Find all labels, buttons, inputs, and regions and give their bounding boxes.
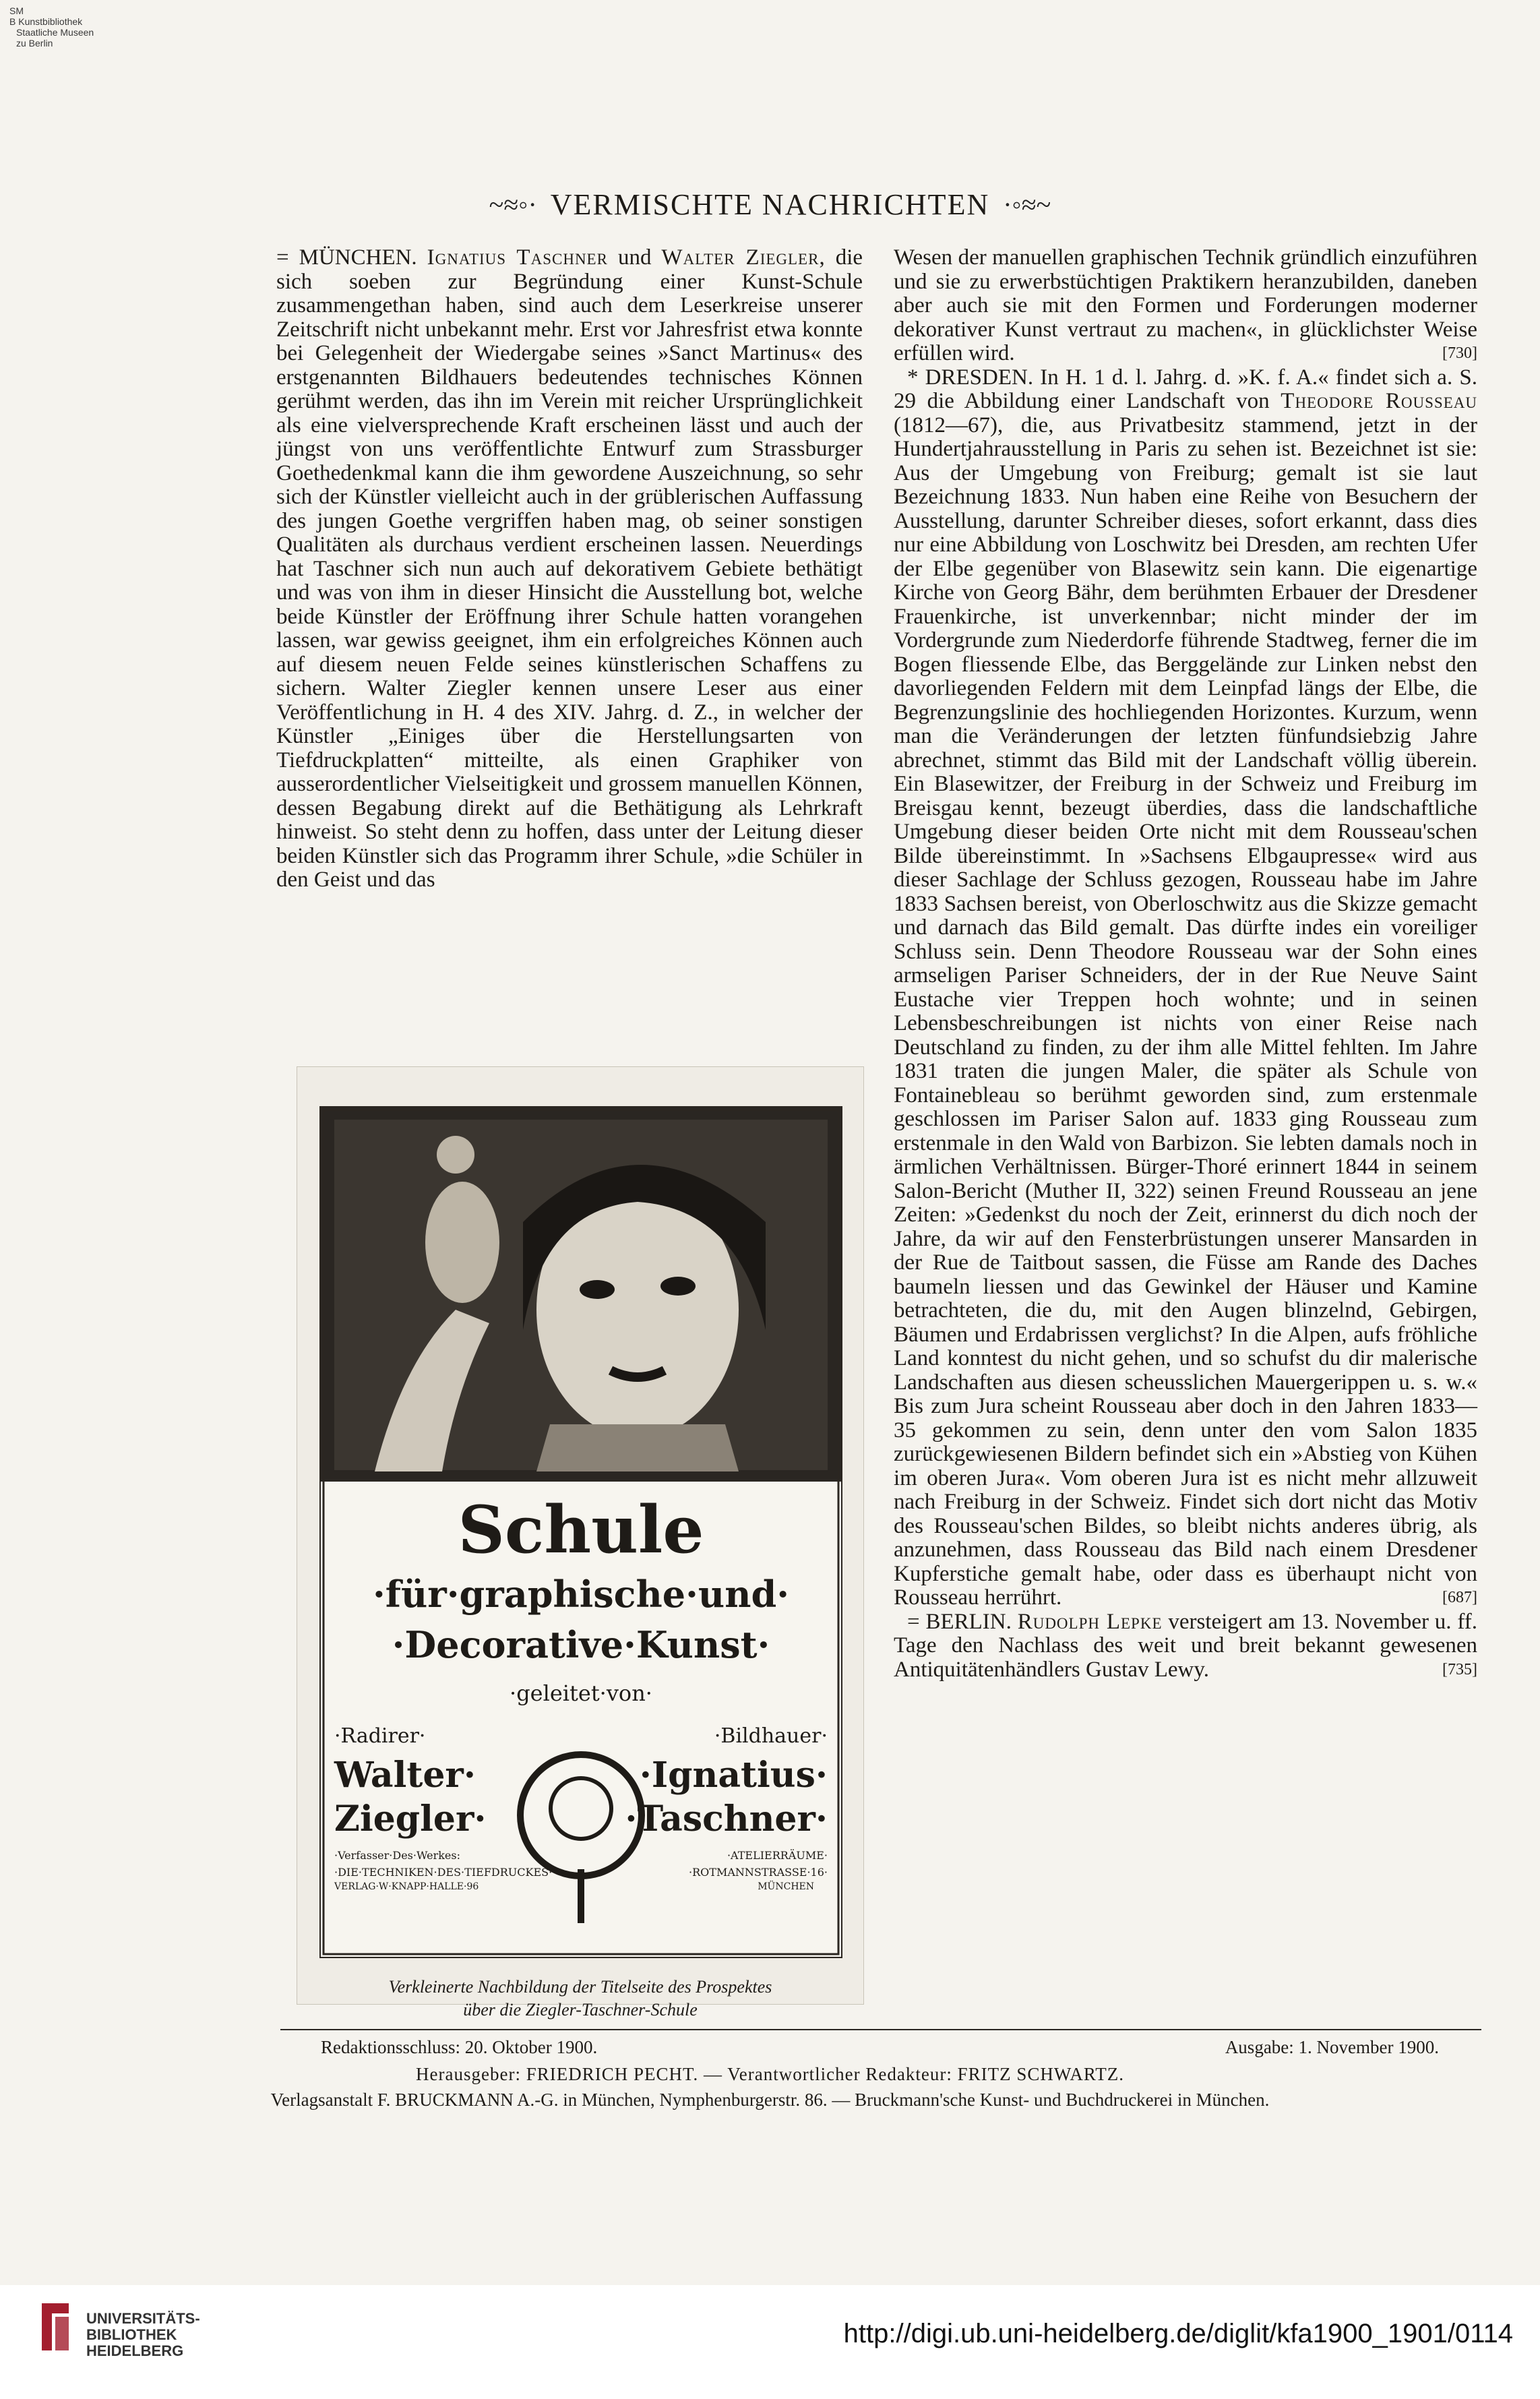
poster-name: ·Taschner·	[625, 1798, 828, 1840]
university-library-logo-icon	[35, 2300, 75, 2354]
right-column	[894, 246, 1477, 1682]
munich-article	[276, 246, 863, 892]
poster-small-text: ·ROTMANNSTRASSE·16·	[689, 1866, 828, 1879]
library-name-line: HEIDELBERG	[86, 2342, 184, 2359]
article-place: = BERLIN.	[907, 1609, 1012, 1634]
article-text: versteigert am 13. November u. ff. Tage den Nachlass des weit und breit bekannt gewesenen Antiquitätenhändlers Gustav Lewy.	[894, 1609, 1478, 1682]
stamp-line: B Kunstbibliothek	[9, 16, 83, 27]
poster-subtitle: ·geleitet·von·	[510, 1680, 652, 1706]
caption-line: Verkleinerte Nachbildung der Titelseite des Prospektes	[388, 1977, 772, 1997]
document-url[interactable]: http://digi.ub.uni-heidelberg.de/diglit/kfa1900_1901/0114	[843, 2319, 1513, 2348]
poster-small-text: ·Verfasser·Des·Werkes:	[334, 1849, 460, 1862]
ornament-left-icon: ~≈◦·	[489, 189, 537, 220]
poster-small-text: VERLAG·W·KNAPP·HALLE·96	[334, 1881, 479, 1892]
caption-line: über die Ziegler-Taschner-Schule	[463, 2000, 698, 2020]
library-name-line: BIBLIOTHEK	[86, 2326, 177, 2343]
publisher-line: Verlagsanstalt F. BRUCKMANN A.-G. in München, Nymphenburgerstr. 86. — Bruckmann'sche Kunst- und Buchdruckerei in München.	[270, 2090, 1270, 2110]
figure-caption	[297, 1976, 863, 2022]
artist-name: Ignatius Taschner	[427, 245, 608, 270]
poster-name: ·Ignatius·	[639, 1755, 828, 1796]
poster-small-text: ·DIE·TECHNIKEN·DES·TIEFDRUCKES·	[334, 1866, 553, 1879]
poster-title-line: ·für·graphische·und·	[372, 1573, 790, 1616]
library-stamp	[9, 5, 104, 49]
stamp-line: SM	[9, 5, 24, 16]
poster-figure	[297, 1066, 864, 2020]
article-text: (1812—67), die, aus Privatbesitz stammend, jetzt in der Hundertjahrausstellung in Paris zu sehen ist. Bezeichnet ist sie: Aus der Umgebung von Freiburg; gemalt ist sie laut Bezeichnung 1833. Nun haben eine Reihe von Besuchern der Ausstellung, darunter Schreiber dieses, sofort erkannt, dass dies nur eine Abbildung von Loschwitz bei Dresden, am rechten Ufer der Elbe gegenüber von Blasewitz sein kann. Die eigenartige Kirche von Georg Bähr, dem berühmten Erbauer der Dresdener Frauenkirche, ist unverkennbar; nicht minder der im Vordergrunde zum Niederdorfe führende Stadtweg, ferner die im Bogen fliessende Elbe, das Berggelände zur Linken nebst den davorliegenden Feldern mit dem Leinpfad längs der Elbe, die Begrenzungslinie des hochliegenden Horizontes. Kurzum, wenn man die Veränderungen der letzten fünfundsiebzig Jahre abrechnet, stimmt das Bild mit der Landschaft völlig überein. Ein Blasewitzer, der Freiburg in der Schweiz und Freiburg im Breisgau kennt, bezeugt überdies, dass die landschaftliche Umgebung dieser beiden Orte nicht mit dem Rousseau'schen Bilde übereinstimmt. In »Sachsens Elbgaupresse« wird aus dieser Sachlage der Schluss gezogen, Rousseau habe im Jahre 1833 Sachsen bereist, von Oberloschwitz aus die Skizze gemacht und darnach das Bild gemalt. Das dürfte indes ein voreiliger Schluss sein. Denn Theodore Rousseau war der Sohn eines armseligen Pariser Schneiders, der in der Rue Neuve Saint Eustache vier Treppen hoch wohnte; und in seinen Lebensbeschreibungen ist nichts von einer Reise nach Deutschland zu finden, zu der ihm alle Mittel fehlten. Im Jahre 1831 traten die jungen Maler, die später als Schule von Fontainebleau so berühmt geworden sind, zum erstenmale geschlossen im Pariser Salon auf. 1833 ging Rousseau zum erstenmale in den Wald von Barbizon. Sie lebten damals noch in ärmlichen Verhältnissen. Bürger-Thoré erinnert 1844 in seinem Salon-Bericht (Muther II, 322) seinen Freund Rousseau an jene Zeiten: »Gedenkst du noch der Zeit, erinnerst du dich noch der Jahre, da wir auf den Fensterbrüstungen unserer Mansarden in der Rue de Taitbout sassen, die Füsse am Rande des Daches baumeln liessen und das Gewinkel der Häuser und Kamine betrachteten, die du, mit den Augen blinzelnd, Gebirgen, Bäumen und Erdabrissen verglichst? In die Alpen, aufs fröhliche Land konntest du nicht gehen, und so schufst du dir malerische Landschaften aus diesen scheusslichen Mauergerippen u. s. w.« Bis zum Jura scheint Rousseau aber doch in den Jahren 1833—35 gekommen zu sein, denn unter den vom Salon 1835 zurückgewiesenen Bildern befindet sich ein »Abstieg von Kühen im oberen Jura«. Vom oberen Jura ist es nicht mehr allzuweit nach Freiburg in der Schweiz. Findet sich dort nicht das Motiv des Rousseau'schen Bildes, so bleibt nichts anderes übrig, als anzunehmen, dass Rousseau das Bild nach einem Dresdener Kupferstiche gemalt habe, oder dass es überhaupt nicht von Rousseau herrührt.	[894, 413, 1477, 1610]
ornament-right-icon: ·◦≈~	[1003, 189, 1051, 220]
dresden-article	[894, 366, 1477, 1610]
stamp-line: Staatliche Museen	[16, 27, 94, 38]
poster-name: Walter·	[334, 1755, 476, 1796]
article-text: die sich soeben zur Begründung einer Kunst-Schule zusammengethan haben, sind auch dem Leserkreise unserer Zeitschrift nicht unbekannt mehr. Erst vor Jahresfrist etwa konnte bei Gelegenheit der Wiedergabe seines »Sanct Martinus« des erstgenannten Bildhauers bedeutendes technisches Können gerühmt werden, das ihn im Verein mit reicher Ursprünglichkeit als eine vielversprechende Kraft erscheinen lässt und auch der jüngst von uns veröffentlichte Entwurf zum Strassburger Goethedenkmal kann die ihm gewordene Auszeichnung, so sehr sich der Künstler vielleicht auch in der grüblerischen Auffassung des jungen Goethe vergriffen haben mag, ob seiner sonstigen Qualitäten als durchaus verdient erscheinen lassen. Neuerdings hat Taschner sich nun auch auf dekorativem Gebiete bethätigt und was von ihm in dieser Hinsicht die Ausstellung bot, welche beide Künstler der Eröffnung ihrer Schule hatten vorangehen lassen, war gewiss geeignet, ihm ein erfolgreiches Können auch auf diesem neuen Felde seines künstlerischen Schaffens zu sichern. Walter Ziegler kennen unsere Leser aus einer Veröffentlichung in H. 4 des XIV. Jahrg. d. Z., in welcher der Künstler „Einiges über die Herstellungsarten von Tiefdruckplatten“ mitteilte, als einen Graphiker von ausserordentlicher Vielseitigkeit und grossem manuellen Können, dessen Begabung direkt auf die Bethätigung als Lehrkraft hinweist. So steht denn zu hoffen, dass unter der Leitung dieser beiden Künstler sich das Programm ihrer Schule, »die Schüler in den Geist und das	[276, 245, 863, 892]
poster-image	[319, 1106, 842, 1958]
library-name-line: UNIVERSITÄTS-	[86, 2310, 200, 2327]
poster-role: ·Radirer·	[334, 1724, 426, 1748]
article-text: In H. 1 d. l. Jahrg. d. »K. f. A.« findet sich a. S. 29 die Abbildung einer Landschaft von	[894, 365, 1477, 413]
artist-name: Theodore Rousseau	[1281, 389, 1477, 413]
poster-small-text: ·ATELIERRÄUME·	[727, 1849, 828, 1862]
article-number: [730]	[1442, 344, 1477, 362]
left-column	[276, 246, 863, 892]
university-library-name	[86, 2311, 200, 2359]
poster-small-text: MÜNCHEN	[758, 1881, 814, 1892]
article-number: [735]	[1442, 1660, 1477, 1678]
conjunction: und	[617, 245, 652, 270]
section-title: VERMISCHTE NACHRICHTEN	[550, 187, 990, 221]
article-place: * DRESDEN.	[907, 365, 1034, 390]
poster-name: Ziegler·	[334, 1798, 487, 1840]
article-place: = MÜNCHEN.	[276, 245, 417, 270]
issue-date: Ausgabe: 1. November 1900.	[1225, 2037, 1439, 2057]
poster-title: Schule	[458, 1492, 704, 1568]
berlin-article	[894, 1610, 1477, 1682]
poster-title-line: ·Decorative·Kunst·	[392, 1623, 770, 1666]
munich-article-continued	[894, 246, 1477, 366]
artist-name: Walter Ziegler,	[661, 245, 826, 270]
editorial-deadline: Redaktionsschluss: 20. Oktober 1900.	[321, 2037, 598, 2057]
footer-divider	[280, 2029, 1481, 2030]
article-number: [687]	[1442, 1589, 1477, 1606]
stamp-line: zu Berlin	[16, 38, 53, 49]
editor-line: Herausgeber: FRIEDRICH PECHT. — Verantwortlicher Redakteur: FRITZ SCHWARTZ.	[416, 2064, 1124, 2084]
section-header	[0, 181, 1540, 228]
poster-role: ·Bildhauer·	[714, 1724, 828, 1748]
artist-name: Rudolph Lepke	[1017, 1609, 1163, 1634]
article-text: Wesen der manuellen graphischen Technik gründlich einzuführen und sie zu erwerbstüchtigen Praktikern heranzubilden, daneben aber auch sie mit den Formen und Forderungen moderner dekorativer Kunst vertraut zu machen«, in glücklichster Weise erfüllen wird.	[894, 245, 1477, 365]
